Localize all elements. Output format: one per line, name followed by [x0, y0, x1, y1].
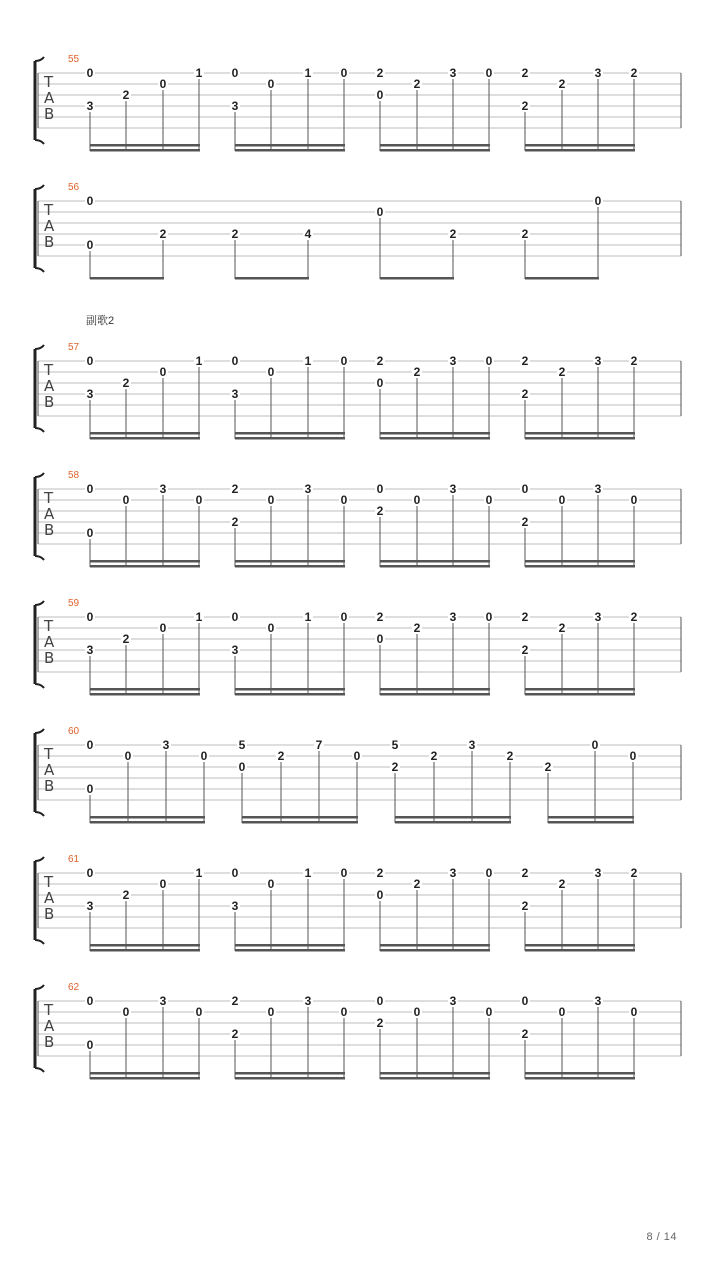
beam — [90, 688, 200, 691]
fret-number: 2 — [413, 365, 421, 379]
fret-number: 2 — [413, 77, 421, 91]
fret-number: 1 — [304, 866, 312, 880]
fret-number: 0 — [200, 749, 208, 763]
fret-number: 2 — [521, 899, 529, 913]
fret-number: 0 — [86, 1038, 94, 1052]
fret-number: 3 — [231, 387, 239, 401]
fret-number: 3 — [231, 99, 239, 113]
fret-number: 0 — [376, 88, 384, 102]
beam — [235, 1077, 345, 1080]
beam — [242, 816, 358, 819]
fret-number: 0 — [413, 493, 421, 507]
fret-number: 0 — [376, 482, 384, 496]
tab-clef-b: B — [44, 521, 55, 539]
fret-number: 0 — [122, 493, 130, 507]
fret-number: 0 — [159, 877, 167, 891]
fret-number: 0 — [86, 782, 94, 796]
measure-number: 58 — [68, 470, 80, 481]
fret-number: 2 — [277, 749, 285, 763]
tab-clef-a: A — [44, 505, 55, 523]
fret-number: 2 — [413, 621, 421, 635]
fret-number: 3 — [304, 994, 312, 1008]
beam — [235, 688, 345, 691]
beam — [525, 432, 635, 435]
beam — [90, 816, 205, 819]
beam — [525, 688, 635, 691]
system-bracket — [35, 268, 44, 272]
beam — [525, 144, 635, 147]
fret-number: 0 — [376, 376, 384, 390]
fret-number: 3 — [159, 482, 167, 496]
tab-clef-a: A — [44, 377, 55, 395]
beam — [90, 149, 200, 152]
fret-number: 0 — [594, 194, 602, 208]
fret-number: 0 — [195, 493, 203, 507]
beam — [235, 565, 345, 568]
system-bracket — [35, 140, 44, 144]
tab-clef-b: B — [44, 233, 55, 251]
beam — [90, 432, 200, 435]
measure-number: 56 — [68, 182, 80, 193]
fret-number: 2 — [231, 994, 239, 1008]
fret-number: 0 — [630, 1005, 638, 1019]
fret-number: 2 — [506, 749, 514, 763]
fret-number: 3 — [594, 482, 602, 496]
fret-number: 0 — [353, 749, 361, 763]
fret-number: 2 — [521, 866, 529, 880]
tab-clef-t: T — [44, 361, 54, 379]
fret-number: 3 — [594, 610, 602, 624]
fret-number: 1 — [195, 610, 203, 624]
fret-number: 2 — [376, 610, 384, 624]
tab-clef-t: T — [44, 489, 54, 507]
fret-number: 2 — [122, 88, 130, 102]
fret-number: 3 — [468, 738, 476, 752]
fret-number: 3 — [159, 994, 167, 1008]
fret-number: 0 — [485, 866, 493, 880]
beam — [525, 565, 635, 568]
fret-number: 0 — [86, 866, 94, 880]
fret-number: 0 — [86, 66, 94, 80]
beam — [525, 277, 599, 280]
system-bracket — [35, 601, 44, 605]
beam — [235, 949, 345, 952]
fret-number: 2 — [521, 66, 529, 80]
fret-number: 0 — [124, 749, 132, 763]
beam — [90, 693, 200, 696]
beam — [380, 432, 490, 435]
beam — [525, 560, 635, 563]
fret-number: 0 — [86, 482, 94, 496]
beam — [380, 277, 454, 280]
fret-number: 0 — [238, 760, 246, 774]
tab-clef-b: B — [44, 905, 55, 923]
fret-number: 3 — [449, 354, 457, 368]
beam — [395, 816, 511, 819]
fret-number: 3 — [449, 482, 457, 496]
tab-clef-a: A — [44, 633, 55, 651]
system-bracket — [35, 684, 44, 688]
beam — [380, 1077, 490, 1080]
fret-number: 1 — [304, 610, 312, 624]
beam — [235, 432, 345, 435]
system-bracket — [35, 556, 44, 560]
fret-number: 2 — [122, 632, 130, 646]
measure-number: 61 — [68, 854, 80, 865]
tab-clef-a: A — [44, 89, 55, 107]
fret-number: 3 — [231, 899, 239, 913]
system-bracket — [35, 428, 44, 432]
fret-number: 7 — [315, 738, 323, 752]
system-bracket — [35, 185, 44, 189]
fret-number: 0 — [413, 1005, 421, 1019]
fret-number: 0 — [86, 354, 94, 368]
fret-number: 3 — [86, 643, 94, 657]
fret-number: 2 — [630, 66, 638, 80]
fret-number: 0 — [376, 888, 384, 902]
fret-number: 5 — [238, 738, 246, 752]
beam — [235, 149, 345, 152]
fret-number: 0 — [376, 205, 384, 219]
beam — [90, 560, 200, 563]
fret-number: 3 — [231, 643, 239, 657]
fret-number: 0 — [231, 610, 239, 624]
fret-number: 2 — [231, 1027, 239, 1041]
fret-number: 0 — [86, 994, 94, 1008]
fret-number: 2 — [376, 66, 384, 80]
fret-number: 0 — [558, 1005, 566, 1019]
fret-number: 0 — [267, 493, 275, 507]
fret-number: 0 — [86, 610, 94, 624]
tab-clef-b: B — [44, 393, 55, 411]
tab-clef-b: B — [44, 777, 55, 795]
fret-number: 0 — [159, 621, 167, 635]
fret-number: 2 — [122, 376, 130, 390]
section-label: 副歌2 — [86, 315, 115, 327]
fret-number: 2 — [521, 1027, 529, 1041]
fret-number: 2 — [231, 515, 239, 529]
fret-number: 0 — [195, 1005, 203, 1019]
beam — [235, 1072, 345, 1075]
fret-number: 2 — [630, 610, 638, 624]
system-bracket — [35, 985, 44, 989]
fret-number: 3 — [449, 994, 457, 1008]
system-bracket — [35, 940, 44, 944]
fret-number: 3 — [86, 899, 94, 913]
fret-number: 3 — [162, 738, 170, 752]
measure-number: 55 — [68, 54, 80, 65]
fret-number: 0 — [86, 526, 94, 540]
tab-clef-b: B — [44, 649, 55, 667]
fret-number: 0 — [629, 749, 637, 763]
fret-number: 2 — [630, 866, 638, 880]
tab-clef-t: T — [44, 73, 54, 91]
tab-clef-b: B — [44, 105, 55, 123]
fret-number: 0 — [86, 738, 94, 752]
tab-clef-a: A — [44, 217, 55, 235]
fret-number: 0 — [485, 1005, 493, 1019]
beam — [235, 560, 345, 563]
beam — [548, 816, 634, 819]
fret-number: 0 — [376, 632, 384, 646]
fret-number: 0 — [521, 482, 529, 496]
system-bracket — [35, 857, 44, 861]
beam — [380, 693, 490, 696]
beam — [395, 821, 511, 824]
fret-number: 0 — [340, 66, 348, 80]
fret-number: 2 — [558, 365, 566, 379]
fret-number: 2 — [231, 227, 239, 241]
fret-number: 0 — [485, 66, 493, 80]
beam — [525, 944, 635, 947]
beam — [525, 693, 635, 696]
beam — [525, 1077, 635, 1080]
beam — [380, 565, 490, 568]
fret-number: 0 — [86, 194, 94, 208]
fret-number: 0 — [159, 77, 167, 91]
tab-clef-t: T — [44, 873, 54, 891]
beam — [380, 1072, 490, 1075]
beam — [90, 144, 200, 147]
beam — [380, 688, 490, 691]
beam — [235, 437, 345, 440]
fret-number: 0 — [630, 493, 638, 507]
beam — [90, 821, 205, 824]
beam — [380, 144, 490, 147]
fret-number: 3 — [304, 482, 312, 496]
fret-number: 0 — [591, 738, 599, 752]
page-number: 8 / 14 — [646, 1231, 677, 1243]
fret-number: 1 — [304, 66, 312, 80]
fret-number: 2 — [558, 621, 566, 635]
fret-number: 2 — [521, 227, 529, 241]
fret-number: 3 — [594, 994, 602, 1008]
beam — [90, 1072, 200, 1075]
system-bracket — [35, 345, 44, 349]
fret-number: 0 — [267, 365, 275, 379]
beam — [90, 949, 200, 952]
system-bracket — [35, 1068, 44, 1072]
tab-clef-a: A — [44, 1017, 55, 1035]
fret-number: 1 — [304, 354, 312, 368]
fret-number: 0 — [231, 866, 239, 880]
fret-number: 2 — [413, 877, 421, 891]
fret-number: 2 — [521, 99, 529, 113]
beam — [380, 944, 490, 947]
fret-number: 2 — [376, 504, 384, 518]
beam — [235, 944, 345, 947]
tab-clef-t: T — [44, 1001, 54, 1019]
measure-number: 60 — [68, 726, 80, 737]
fret-number: 0 — [231, 354, 239, 368]
fret-number: 3 — [449, 610, 457, 624]
fret-number: 2 — [521, 387, 529, 401]
fret-number: 0 — [267, 877, 275, 891]
beam — [525, 149, 635, 152]
fret-number: 1 — [195, 66, 203, 80]
fret-number: 0 — [485, 610, 493, 624]
beam — [90, 277, 164, 280]
beam — [90, 1077, 200, 1080]
tab-clef-t: T — [44, 201, 54, 219]
beam — [380, 949, 490, 952]
beam — [235, 277, 309, 280]
fret-number: 2 — [521, 515, 529, 529]
fret-number: 2 — [521, 354, 529, 368]
fret-number: 2 — [376, 866, 384, 880]
fret-number: 2 — [544, 760, 552, 774]
fret-number: 2 — [391, 760, 399, 774]
beam — [525, 949, 635, 952]
fret-number: 0 — [340, 354, 348, 368]
fret-number: 3 — [86, 99, 94, 113]
fret-number: 2 — [231, 482, 239, 496]
fret-number: 0 — [340, 866, 348, 880]
beam — [380, 560, 490, 563]
beam — [90, 944, 200, 947]
fret-number: 1 — [195, 354, 203, 368]
fret-number: 2 — [449, 227, 457, 241]
tab-clef-b: B — [44, 1033, 55, 1051]
fret-number: 0 — [122, 1005, 130, 1019]
fret-number: 3 — [594, 66, 602, 80]
beam — [548, 821, 634, 824]
fret-number: 3 — [594, 866, 602, 880]
fret-number: 0 — [86, 238, 94, 252]
fret-number: 0 — [558, 493, 566, 507]
beam — [525, 437, 635, 440]
fret-number: 0 — [485, 354, 493, 368]
fret-number: 2 — [558, 877, 566, 891]
fret-number: 2 — [376, 1016, 384, 1030]
beam — [525, 1072, 635, 1075]
tab-clef-t: T — [44, 617, 54, 635]
fret-number: 3 — [86, 387, 94, 401]
fret-number: 0 — [521, 994, 529, 1008]
fret-number: 0 — [267, 621, 275, 635]
system-bracket — [35, 473, 44, 477]
fret-number: 2 — [521, 643, 529, 657]
fret-number: 0 — [231, 66, 239, 80]
fret-number: 2 — [630, 354, 638, 368]
fret-number: 2 — [430, 749, 438, 763]
fret-number: 0 — [485, 493, 493, 507]
tab-clef-a: A — [44, 889, 55, 907]
fret-number: 1 — [195, 866, 203, 880]
fret-number: 3 — [449, 66, 457, 80]
fret-number: 2 — [159, 227, 167, 241]
beam — [380, 437, 490, 440]
fret-number: 2 — [376, 354, 384, 368]
tab-clef-t: T — [44, 745, 54, 763]
fret-number: 3 — [594, 354, 602, 368]
measure-number: 57 — [68, 342, 80, 353]
fret-number: 0 — [267, 77, 275, 91]
system-bracket — [35, 57, 44, 61]
fret-number: 0 — [159, 365, 167, 379]
beam — [90, 565, 200, 568]
fret-number: 2 — [122, 888, 130, 902]
system-bracket — [35, 729, 44, 733]
beam — [242, 821, 358, 824]
measure-number: 62 — [68, 982, 80, 993]
fret-number: 0 — [340, 1005, 348, 1019]
fret-number: 0 — [267, 1005, 275, 1019]
system-bracket — [35, 812, 44, 816]
fret-number: 5 — [391, 738, 399, 752]
fret-number: 2 — [558, 77, 566, 91]
fret-number: 0 — [376, 994, 384, 1008]
beam — [235, 693, 345, 696]
beam — [380, 149, 490, 152]
beam — [235, 144, 345, 147]
fret-number: 3 — [449, 866, 457, 880]
fret-number: 2 — [521, 610, 529, 624]
fret-number: 0 — [340, 493, 348, 507]
tab-clef-a: A — [44, 761, 55, 779]
beam — [90, 437, 200, 440]
fret-number: 0 — [340, 610, 348, 624]
fret-number: 4 — [304, 227, 312, 241]
measure-number: 59 — [68, 598, 80, 609]
